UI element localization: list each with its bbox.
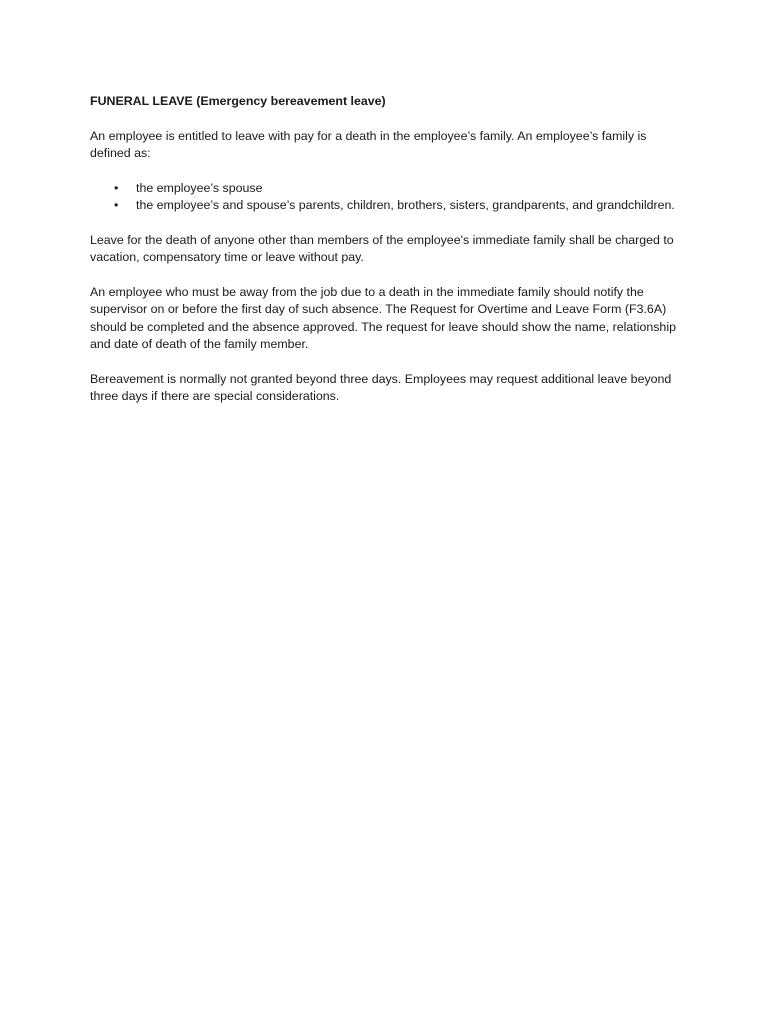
notification-procedure-paragraph: An employee who must be away from the job due to a death in the immediate family should notify the supervisor on or before the first day of such absence. The Request for Overtime and Leave Form (F3.6A) should be completed and the absence approved. The request for leave should show the name, relationship and date of death of the family member. bbox=[90, 284, 676, 351]
list-item bbox=[90, 197, 690, 215]
intro-paragraph: An employee is entitled to leave with pay for a death in the employee’s family. An employee’s family is defined as: bbox=[90, 128, 647, 160]
document-title: FUNERAL LEAVE (Emergency bereavement leave) bbox=[90, 94, 386, 108]
document-page bbox=[90, 93, 690, 423]
bullet-icon: • bbox=[114, 180, 119, 195]
bullet-icon: • bbox=[114, 198, 119, 212]
list-item bbox=[90, 180, 690, 198]
non-immediate-family-paragraph: Leave for the death of anyone other than members of the employee's immediate family shall be charged to vacation, compensatory time or leave without pay. bbox=[90, 232, 674, 264]
list-item-text: the employee’s spouse bbox=[136, 180, 263, 195]
list-item-text: the employee’s and spouse’s parents, children, brothers, sisters, grandparents, and grandchildren. bbox=[136, 198, 675, 212]
duration-limit-paragraph: Bereavement is normally not granted beyond three days. Employees may request additional leave beyond three days if there are special considerations. bbox=[90, 371, 672, 403]
family-definition-list bbox=[90, 180, 690, 215]
